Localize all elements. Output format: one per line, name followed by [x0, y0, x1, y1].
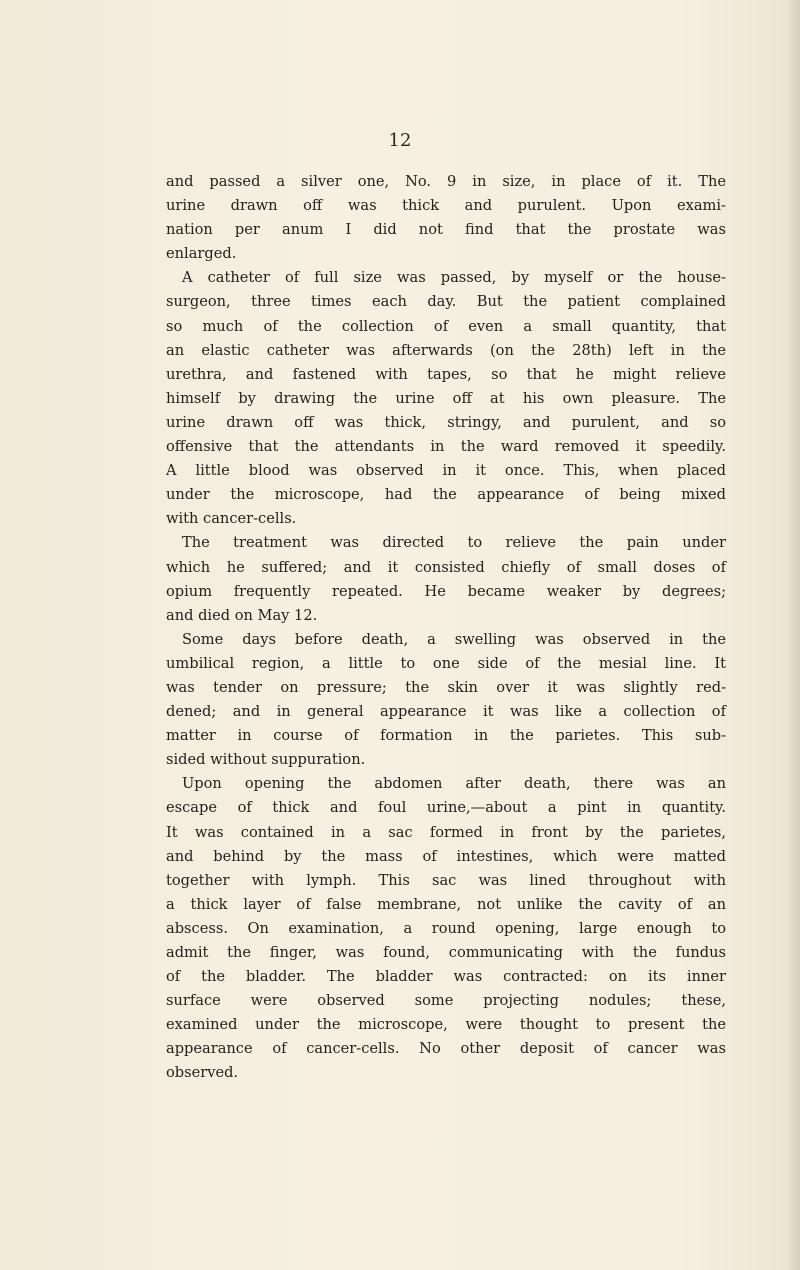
text-line: and passed a silver one, No. 9 in size, in place of it. The [166, 173, 726, 190]
text-line: abscess. On examination, a round opening, large enough to [166, 919, 726, 937]
text-line: nation per anum I did not find that the prostate was [166, 221, 726, 239]
text-line: A little blood was observed in it once. This, when placed [166, 462, 726, 480]
text-line: of the bladder. The bladder was contracted: on its inner [166, 968, 726, 986]
text-line: umbilical region, a little to one side of the mesial line. It [166, 654, 726, 672]
text-line: admit the finger, was found, communicating with the fundus [166, 944, 726, 961]
text-line: urine drawn off was thick and purulent. Upon exami- [166, 197, 726, 215]
text-line: examined under the microscope, were thought to present the [166, 1016, 726, 1034]
text-line: observed. [166, 1064, 239, 1082]
text-line: It was contained in a sac formed in front by the parietes, [166, 823, 726, 841]
text-line: a thick layer of false membrane, not unlike the cavity of an [166, 895, 726, 913]
text-line: surgeon, three times each day. But the patient complained [166, 293, 726, 311]
text-line: with cancer-cells. [166, 510, 297, 528]
text-line: enlarged. [166, 245, 237, 263]
text-line: surface were observed some projecting nodules; these, [166, 992, 726, 1010]
text-line: which he suffered; and it consisted chiefly of small doses of [166, 558, 726, 576]
text-line: Some days before death, a swelling was observed in the [182, 630, 726, 648]
text-line: opium frequently repeated. He became weaker by degrees; [166, 582, 726, 600]
text-line: under the microscope, had the appearance of being mixed [166, 486, 726, 504]
body-text [166, 170, 726, 1086]
text-line: and died on May 12. [166, 606, 318, 624]
text-line: sided without suppuration. [166, 751, 366, 769]
text-line: was tender on pressure; the skin over it was slightly red- [166, 678, 726, 696]
text-line: A catheter of full size was passed, by myself or the house- [182, 269, 726, 287]
text-line: matter in course of formation in the parietes. This sub- [166, 727, 726, 745]
text-line: urine drawn off was thick, stringy, and purulent, and so [166, 413, 726, 431]
text-line: himself by drawing the urine off at his own pleasure. The [166, 389, 726, 407]
text-line: together with lymph. This sac was lined throughout with [166, 871, 726, 889]
text-line: an elastic catheter was afterwards (on the 28th) left in the [166, 341, 726, 359]
page-number: 12 [388, 130, 412, 151]
text-line: The treatment was directed to relieve the pain under [182, 534, 726, 552]
text-line: and behind by the mass of intestines, which were matted [166, 847, 726, 865]
text-line: offensive that the attendants in the ward removed it speedily. [166, 438, 726, 456]
text-line: appearance of cancer-cells. No other deposit of cancer was [166, 1040, 726, 1058]
page-edge-shadow [786, 0, 800, 1270]
text-line: so much of the collection of even a small quantity, that [166, 317, 726, 335]
text-line: dened; and in general appearance it was like a collection of [166, 703, 726, 721]
text-line: Upon opening the abdomen after death, there was an [182, 775, 726, 793]
text-line: urethra, and fastened with tapes, so that he might relieve [166, 365, 726, 383]
text-line: escape of thick and foul urine,—about a pint in quantity. [166, 799, 726, 817]
